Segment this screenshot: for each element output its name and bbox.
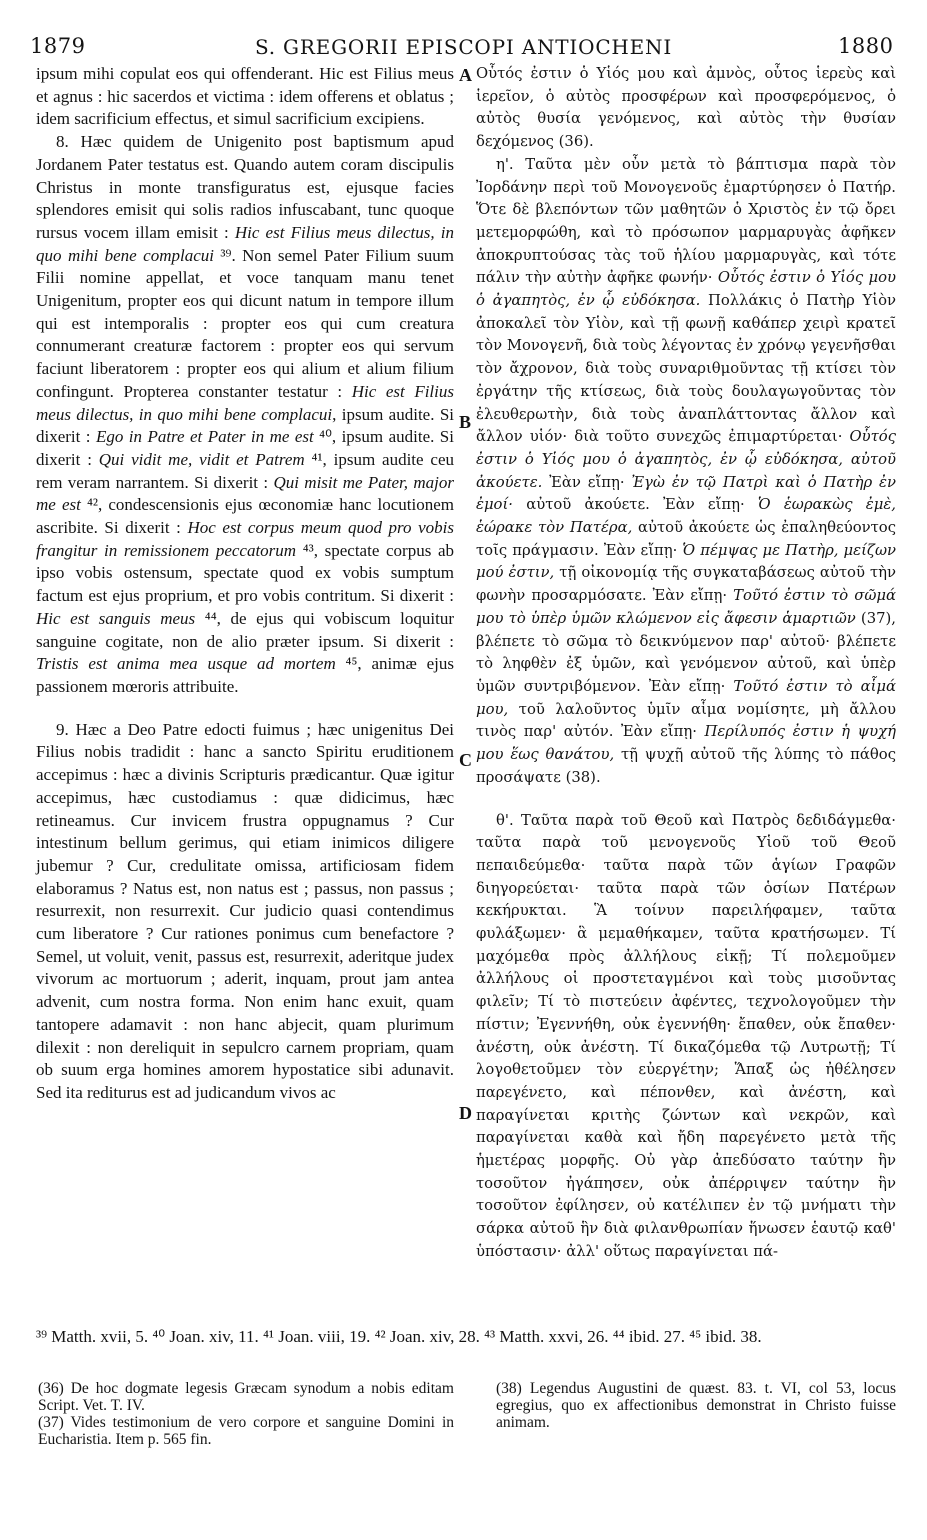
margin-letter-c: C [459, 750, 472, 770]
footnote-37: (37) Vides testimonium de vero corpore et sanguine Domini in Eucharistia. Item p. 565 fin. [38, 1414, 454, 1448]
footnotes-left [38, 1380, 454, 1448]
page-number-right: 1880 [838, 34, 894, 58]
greek-paragraph-9: θ'. Ταῦτα παρὰ τοῦ Θεοῦ καὶ Πατρὸς δεδιδάγμεθα· ταῦτα παρὰ τοῦ μενογενοῦς Υἱοῦ τοῦ Θεοῦ πεπαιδεύμεθα· ταῦτα παρὰ τῶν ἁγίων Γραφῶν διηγορεύεται· ταῦτα παρὰ τῶν ὁσίων Πατέρων κεκήρυκται. Ἃ τοίνυν παρειλήφαμεν, ταῦτα φυλάξωμεν· ἃ μεμαθήκαμεν, ταῦτα κρατήσωμεν. Τί μαχόμεθα πρὸς ἀλλήλους εἰκῇ; Τί πολεμοῦμεν ἀλλήλους οἱ προστεταγμένοι καὶ τοὺς μισοῦντας φιλεῖν; Τί τὸ πιστεύειν ἀφέντες, τεχνολογοῦμεν τὴν πίστιν; Ἐγεννήθη, οὐκ ἐγεννήθη· ἔπαθεν, οὐκ ἔπαθεν· ἀνέστη, οὐκ ἀνέστη. Τί δικαζόμεθα τῷ Λυτρωτῇ; Τί λογοθετοῦμεν τὸν εὐεργέτην; Ἅπαξ ὡς ἠθέλησεν παρεγένετο, καὶ πέπονθεν, καὶ ἀνέστη, καὶ παραγίνεται κριτὴς ζώντων καὶ νεκρῶν, καὶ παραγίνεται καθὰ καὶ ἤδη παρεγένετο μετὰ τῆς ἡμετέρας μορφῆς. Οὐ γὰρ ἀπεδύσατο ταύτην ἣν τοσοῦτον ἠγάπησεν, οὐκ ἀπέρριψεν ταύτην ἣν τοσοῦτον ἐφίλησεν, οὐ κατέλιπεν ἐν τῷ μνήματι τὴν σάρκα αὐτοῦ ἣν διὰ φιλανθρωπίαν ἥνωσεν ἑαυτῷ καθ' ὑπόστασιν· ἀλλ' οὕτως παραγίνεται πά- [476, 811, 896, 1260]
page-number-left: 1879 [30, 34, 86, 58]
latin-column [36, 63, 454, 1105]
scripture-references: ³⁹ Matth. xvii, 5. ⁴⁰ Joan. xiv, 11. ⁴¹ Joan. viii, 19. ⁴² Joan. xiv, 28. ⁴³ Matth. xxvi, 26. ⁴⁴ ibid. 27. ⁴⁵ ibid. 38. [36, 1327, 762, 1346]
greek-paragraph-7-end: Οὗτός ἐστιν ὁ Υἱός μου καὶ ἀμνὸς, οὗτος ἱερεὺς καὶ ἱερεῖον, ὁ αὐτὸς προσφέρων καὶ προσφερόμενος, ὁ αὐτὸς θυσία γενόμενος, καὶ αὐτὸς τὴν θυσίαν δεχόμενος (36). [476, 65, 896, 151]
latin-paragraph-8: 8. Hæc quidem de Unigenito post baptismum apud Jordanem Pater testatus est. Quando autem coram discipulis Christus in monte transfiguratus est, ejusque facies splendores emisit qui solis radios infuscabant, tunc quoque rursus vocem illam emisit : Hic est Filius meus dilectus, in quo mihi bene complacui ³⁹. Non semel Pater Filium suum Filii nomine appellat, et voce tanquam manu tenet Unigenitum, propter eos qui dicunt natum in tempore illum qui est intemporalis : propter eos qui cum creatura connumerant creaturæ factorem : propter eos qui servum faciunt liberatorem : propter eos qui alium et alium filium confingunt. Propterea constanter testatur : Hic est Filius meus dilectus, in quo mihi bene complacui, ipsum audite. Si dixerit : Ego in Patre et Pater in me est ⁴⁰, ipsum audite. Si dixerit : Qui vidit me, vidit et Patrem ⁴¹, ipsum audite ceu rem veram narrantem. Si dixerit : Qui misit me Pater, major me est ⁴², condescensionis ejus œconomiæ hanc locutionem ascribite. Si dixerit : Hoc est corpus meum quod pro vobis frangitur in remissionem peccatorum ⁴³, spectate corpus ab ipso vobis ostensum, spectate quod ex vobis sumptum factum est ejus proprium, et pro vobis contritum. Si dixerit : Hic est sanguis meus ⁴⁴, de ejus qui vobiscum loquitur sanguine cogitate, non de alio præter ipsum. Si dixerit : Tristis est anima mea usque ad mortem ⁴⁵, animæ ejus passionem mœroris attribuite. [36, 132, 455, 696]
latin-paragraph-9: 9. Hæc a Deo Patre edocti fuimus ; hæc unigenitus Dei Filius nobis tradidit : hanc a sancto Spiritu eruditionem accepimus : hæc a divinis Scripturis prædicantur. Quæ igitur accepimus, hæc custodiamus : quæ didicimus, hæc retineamus. Cur invicem frustra oppugnamus ? Cur intestinum bellum gerimus, qui etiam inimicos diligere jubemur ? Cur, credulitate omissa, artificiosam fidem elaboramus ? Natus est, non natus est ; passus, non passus ; resurrexit, non resurrexit. Cur judicio quasi contendimus cum liberatore ? Cur rationes ponimus cum benefactore ? Semel, ut voluit, venit, passus est, resurrexit, aderitque judex vivorum ac mortuorum ; aderit, inquam, prout jam antea advenit, cum nostra forma. Non enim hanc exuit, quam tantopere adamavit : non hanc abjecit, quam plurimum dilexit : non dereliquit in sepulcro carnem propriam, quam ob suum erga homines amorem hypostatice sibi adunavit. Sed ita rediturus est ad judicandum vivos ac [36, 719, 454, 1102]
footnote-38: (38) Legendus Augustini de quæst. 83. t. VI, col 53, locus egregius, quo ex affectionibus demonstrat in Christo fuisse animam. [496, 1380, 896, 1431]
margin-letter-a: A [459, 65, 472, 85]
margin-letter-b: B [459, 412, 472, 432]
footnotes-right [496, 1380, 896, 1431]
greek-column [476, 63, 896, 1264]
running-title: S. GREGORII EPISCOPI ANTIOCHENI [254, 35, 673, 59]
latin-paragraph-7-end: ipsum mihi copulat eos qui offenderant. Hic est Filius meus et agnus : hic sacerdos et victima : idem offerens et oblatus ; idem sacrificium effectus, et simul sacrificium excipiens. [36, 64, 454, 129]
greek-paragraph-8: η'. Ταῦτα μὲν οὖν μετὰ τὸ βάπτισμα παρὰ τὸν Ἰορδάνην περὶ τοῦ Μονογενοῦς ἐμαρτύρησεν ὁ Πατήρ. Ὅτε δὲ βλεπόντων τῶν μαθητῶν ὁ Χριστὸς ἐν τῷ ὄρει μετεμορφώθη, καὶ τὸ πρόσωπον μαρμαρυγὰς ἀφῆκεν ἀποκρυπτούσας τὰς τοῦ ἡλίου μαρμαρυγὰς, καὶ τότε πάλιν τὴν αὐτὴν ἀφῆκε φωνήν· Οὗτός ἐστιν ὁ Υἱός μου ὁ ἀγαπητὸς, ἐν ᾧ εὐδόκησα. Πολλάκις ὁ Πατὴρ Υἱὸν ἀποκαλεῖ τὸν Υἱὸν, καὶ τῇ φωνῇ καθάπερ χειρὶ κρατεῖ τὸν Μονογενῆ, διὰ τοὺς λέγοντας ἐν χρόνῳ γεγενῆσθαι τὸν ἄχρονον, διὰ τοὺς συναριθμοῦντας τῇ κτίσει τὸν ἐργάτην τῆς κτίσεως, διὰ τοὺς δουλαγωγοῦντας τὸν ἐλευθερωτὴν, διὰ τοὺς ἀναπλάττοντας ἄλλον καὶ ἄλλον υἱόν· διὰ τοῦτο συνεχῶς ἐπιμαρτύρεται· Οὗτός ἐστιν ὁ Υἱός μου ὁ ἀγαπητὸς, ἐν ᾧ εὐδόκησα, αὐτοῦ ἀκούετε. Ἐὰν εἴπῃ· Ἐγὼ ἐν τῷ Πατρὶ καὶ ὁ Πατὴρ ἐν ἐμοί· αὐτοῦ ἀκούετε. Ἐὰν εἴπῃ· Ὁ ἑωρακὼς ἐμὲ, ἑώρακε τὸν Πατέρα, αὐτοῦ ἀκούετε ὡς ἐπαληθεύοντος τοῖς πράγμασιν. Ἐὰν εἴπῃ· Ὁ πέμψας με Πατὴρ, μείζων μού ἐστιν, τῇ οἰκονομίᾳ τῆς συγκαταβάσεως αὐτοῦ τὴν φωνὴν προσαρμόσατε. Ἐὰν εἴπῃ· Τοῦτό ἐστιν τὸ σῶμά μου τὸ ὑπὲρ ὑμῶν κλώμενον εἰς ἄφεσιν ἁμαρτιῶν (37), βλέπετε τὸ σῶμα τὸ δεικνύμενον παρ' αὐτοῦ· βλέπετε τὸ ληφθὲν ἐξ ὑμῶν, καὶ γενόμενον αὐτοῦ, καὶ ὑπὲρ ὑμῶν συντριβόμενον. Ἐὰν εἴπῃ· Τοῦτό ἐστιν τὸ αἷμά μου, τοῦ λαλοῦντος ὑμῖν αἷμα νομίσητε, μὴ ἄλλου τινὸς παρ' αὐτόν. Ἐὰν εἴπῃ· Περίλυπός ἐστιν ἡ ψυχή μου ἕως θανάτου, τῇ ψυχῇ αὐτοῦ τῆς λύπης τὸ πάθος προσάψατε (38). [476, 155, 897, 786]
footnote-36: (36) De hoc dogmate legesis Græcam synodum a nobis editam Script. Vet. T. IV. [38, 1380, 454, 1414]
margin-letter-d: D [459, 1103, 472, 1123]
